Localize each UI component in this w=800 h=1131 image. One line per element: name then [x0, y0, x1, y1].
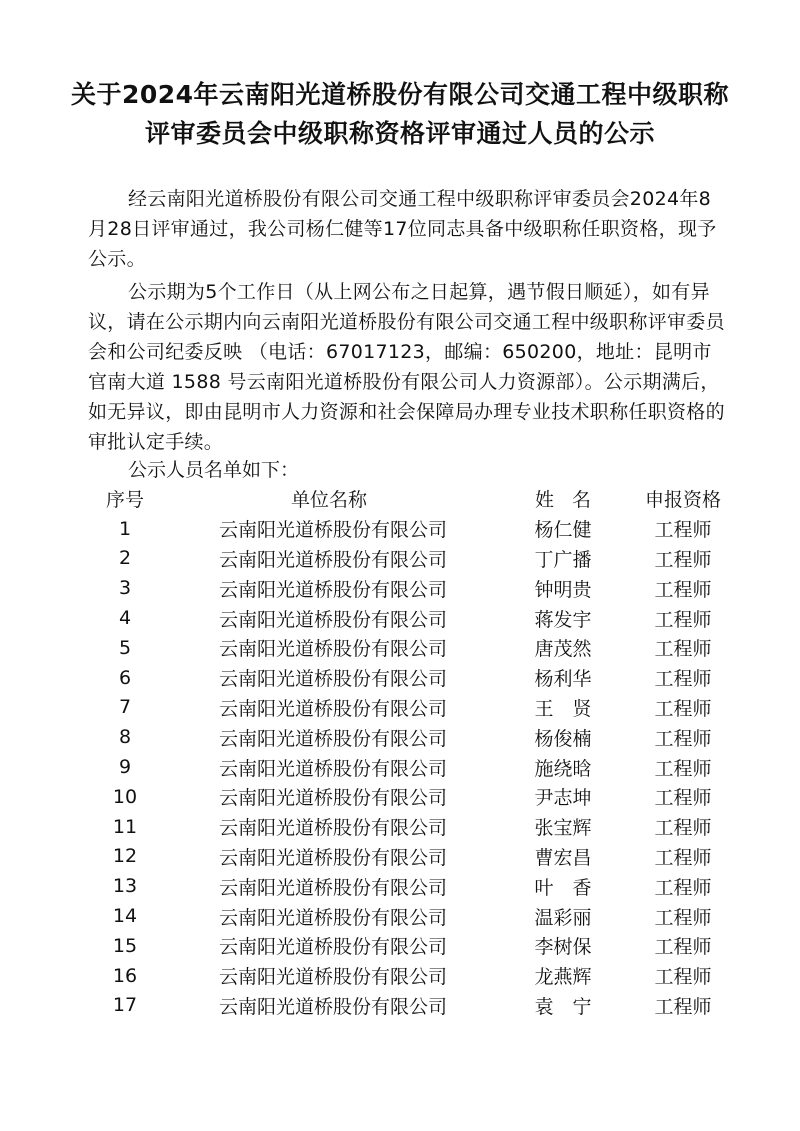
cell-qualification: 工程师 [654, 578, 712, 601]
cell-qualification: 工程师 [654, 966, 712, 989]
cell-unit-name: 云南阳光道桥股份有限公司 [218, 846, 447, 869]
cell-unit-name: 云南阳光道桥股份有限公司 [218, 727, 447, 750]
table-row [100, 573, 748, 603]
paragraph-notice-period [88, 277, 728, 457]
cell-unit-name: 云南阳光道桥股份有限公司 [218, 995, 447, 1018]
cell-serial-number: 4 [118, 607, 132, 630]
cell-person-name: 叶 香 [534, 876, 592, 899]
cell-person-name: 张宝辉 [534, 817, 592, 840]
cell-qualification: 工程师 [654, 817, 712, 840]
cell-qualification: 工程师 [654, 876, 712, 899]
cell-person-name: 钟明贵 [534, 578, 592, 601]
cell-unit-name: 云南阳光道桥股份有限公司 [218, 876, 447, 899]
table-row [100, 633, 748, 663]
table-row [100, 544, 748, 574]
cell-serial-number: 13 [112, 875, 138, 898]
cell-serial-number: 9 [118, 756, 132, 779]
cell-qualification: 工程师 [654, 608, 712, 631]
cell-qualification: 工程师 [654, 727, 712, 750]
cell-qualification: 工程师 [654, 697, 712, 720]
table-row [100, 812, 748, 842]
cell-qualification: 工程师 [654, 548, 712, 571]
table-row [100, 842, 748, 872]
cell-serial-number: 10 [112, 785, 138, 808]
cell-unit-name: 云南阳光道桥股份有限公司 [218, 787, 447, 810]
cell-unit-name: 云南阳光道桥股份有限公司 [218, 757, 447, 780]
cell-person-name: 唐茂然 [534, 638, 592, 661]
cell-unit-name: 云南阳光道桥股份有限公司 [218, 608, 447, 631]
table-body [100, 514, 748, 1021]
table-row [100, 722, 748, 752]
cell-unit-name: 云南阳光道桥股份有限公司 [218, 936, 447, 959]
cell-serial-number: 8 [118, 726, 132, 749]
cell-person-name: 尹志坤 [534, 787, 592, 810]
cell-qualification: 工程师 [654, 668, 712, 691]
table-row [100, 693, 748, 723]
cell-serial-number: 17 [112, 994, 138, 1017]
cell-serial-number: 16 [112, 964, 138, 987]
cell-serial-number: 15 [112, 934, 138, 957]
table-row [100, 901, 748, 931]
table-row [100, 961, 748, 991]
personnel-table [100, 484, 748, 1020]
cell-qualification: 工程师 [654, 846, 712, 869]
cell-qualification: 工程师 [654, 519, 712, 542]
table-row [100, 871, 748, 901]
cell-unit-name: 云南阳光道桥股份有限公司 [218, 668, 447, 691]
cell-person-name: 杨俊楠 [534, 727, 592, 750]
header-serial-number: 序号 [105, 489, 144, 512]
cell-serial-number: 7 [118, 696, 132, 719]
table-row [100, 663, 748, 693]
cell-person-name: 蒋发宇 [534, 608, 592, 631]
cell-person-name: 袁 宁 [534, 995, 592, 1018]
cell-unit-name: 云南阳光道桥股份有限公司 [218, 638, 447, 661]
cell-qualification: 工程师 [654, 995, 712, 1018]
cell-person-name: 丁广播 [534, 548, 592, 571]
cell-person-name: 龙燕辉 [534, 966, 592, 989]
cell-qualification: 工程师 [654, 638, 712, 661]
cell-qualification: 工程师 [654, 936, 712, 959]
cell-unit-name: 云南阳光道桥股份有限公司 [218, 906, 447, 929]
cell-person-name: 杨仁健 [534, 519, 592, 542]
cell-unit-name: 云南阳光道桥股份有限公司 [218, 697, 447, 720]
cell-serial-number: 12 [112, 845, 138, 868]
cell-serial-number: 1 [118, 517, 132, 540]
cell-serial-number: 5 [118, 636, 132, 659]
table-row [100, 514, 748, 544]
cell-serial-number: 2 [118, 547, 132, 570]
cell-qualification: 工程师 [654, 906, 712, 929]
cell-person-name: 曹宏昌 [534, 846, 592, 869]
cell-person-name: 施绕晗 [534, 757, 592, 780]
cell-unit-name: 云南阳光道桥股份有限公司 [218, 548, 447, 571]
paragraph-approval [88, 184, 728, 274]
paragraph-approval-text: 经云南阳光道桥股份有限公司交通工程中级职称评审委员会2024年8月28日评审通过，我公司杨仁健等17位同志具备中级职称任职资格，现予公示。 [88, 188, 717, 270]
cell-serial-number: 14 [112, 905, 138, 928]
cell-unit-name: 云南阳光道桥股份有限公司 [218, 966, 447, 989]
cell-unit-name: 云南阳光道桥股份有限公司 [218, 519, 447, 542]
cell-serial-number: 11 [112, 815, 138, 838]
table-row [100, 782, 748, 812]
cell-person-name: 李树保 [534, 936, 592, 959]
paragraph-notice-period-text: 公示期为5个工作日（从上网公布之日起算，遇节假日顺延），如有异议，请在公示期内向云南阳光道桥股份有限公司交通工程中级职称评审委员会和公司纪委反映 （电话：67017123，邮编：650200，地址：昆明市官南大道 1588 号云南阳光道桥股份有限公司人力资源部）。公示期满后，如无异议，即由昆明市人力资源和社会保障局办理专业技术职称任职资格的审批认定手续。 [88, 281, 725, 453]
table-row [100, 991, 748, 1021]
cell-unit-name: 云南阳光道桥股份有限公司 [218, 817, 447, 840]
cell-serial-number: 3 [118, 577, 132, 600]
cell-person-name: 杨利华 [534, 668, 592, 691]
header-person-name: 姓名 [534, 489, 609, 512]
header-qualification: 申报资格 [644, 489, 721, 512]
cell-qualification: 工程师 [654, 757, 712, 780]
table-row [100, 752, 748, 782]
table-row [100, 931, 748, 961]
document-title-line-1: 关于2024年云南阳光道桥股份有限公司交通工程中级职称 [70, 80, 730, 109]
list-intro: 公示人员名单如下： [128, 459, 300, 481]
table-row [100, 603, 748, 633]
header-unit-name: 单位名称 [290, 489, 367, 512]
cell-unit-name: 云南阳光道桥股份有限公司 [218, 578, 447, 601]
document-title-line-2: 评审委员会中级职称资格评审通过人员的公示 [144, 119, 655, 148]
cell-qualification: 工程师 [654, 787, 712, 810]
cell-person-name: 王 贤 [534, 697, 592, 720]
cell-serial-number: 6 [118, 666, 132, 689]
table-header-row [100, 484, 748, 514]
cell-person-name: 温彩丽 [534, 906, 592, 929]
